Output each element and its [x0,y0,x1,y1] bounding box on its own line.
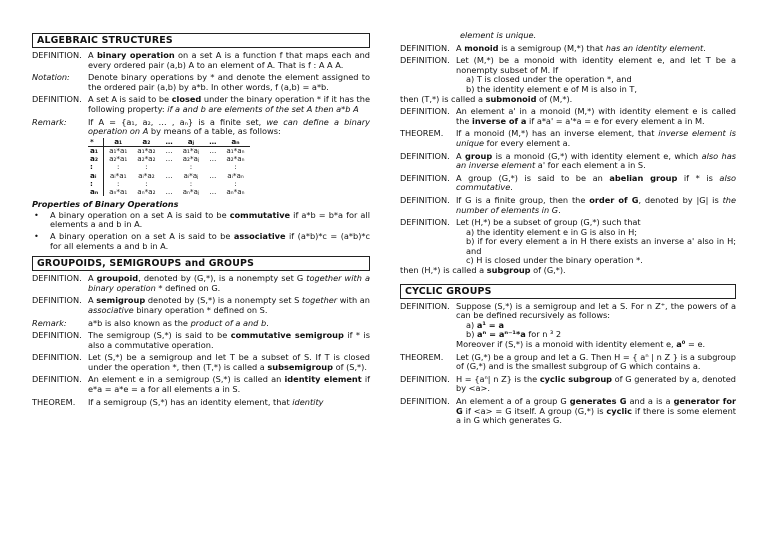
property-commutative: • A binary operation on a set A is said to be commutative if a*b = b*a for all elements a and b in A. [34,209,371,230]
table-row: : : : : : [90,178,237,188]
definition-powers: DEFINITION. Suppose (S,*) is a semigroup and let a S. For n Z⁺, the powers of a can be defined recursively as follows: a) a¹ = a b) aⁿ = aⁿ⁻¹*a for n ³ 2 Moreover if (S,*) is a monoid with identity element e, a⁰ = e. [400,300,736,350]
defined-term: binary operation [96,50,175,60]
term-label: DEFINITION. [32,374,82,385]
term-label: THEOREM. [400,128,444,139]
table-header-cell: aₙ [221,138,249,147]
term-label: DEFINITION. [400,172,450,183]
term-label: THEOREM. [32,396,76,407]
term-label: DEFINITION. [32,352,82,363]
term-label: DEFINITION. [400,300,450,311]
table-header-cell: a₂ [132,138,160,147]
section-header-groupoids: GROUPOIDS, SEMIGROUPS and GROUPS [32,256,370,271]
term-label: Remark: [32,317,67,328]
operation-table [88,138,250,196]
list-item: a) a¹ = a [466,319,505,330]
term-label: DEFINITION. [400,42,450,53]
theorem-cyclic-subgroup: THEOREM. Let (G,*) be a group and let a G. Then H = { aⁿ | n Z } is a subgroup of (G,*) and is the smallest subgroup of G which contains a. [400,351,736,372]
list-item: b) if for every element a in H there exists an inverse a' also in H; and [466,236,736,256]
list-item: a) T is closed under the operation *, and [466,74,632,85]
section-header-cyclic-groups: CYCLIC GROUPS [400,284,736,299]
table-row: : : : : : [90,162,237,172]
notation-entry: Notation: Denote binary operations by * and denote the element assigned to the ordered pair (a,b) by a*b. In other words, f (a,b) = a*b. [32,72,370,92]
table-header-cell: … [204,138,221,147]
definition-binary-operation: DEFINITION. A binary operation on a set A is a function f that maps each and every ordered pair (a,b) A to an element of A. That is f : A A A. [32,50,370,70]
definition-monoid: DEFINITION. A monoid is a semigroup (M,*) that has an identity element. [400,42,706,53]
table-row: aₙ aₙ*a₁ aₙ*a₂ … aₙ*aⱼ … aₙ*aₙ [90,186,245,196]
table-header-cell: a₁ [104,138,133,147]
table-row: aᵢ aᵢ*a₁ aᵢ*a₂ … aᵢ*aⱼ … aᵢ*aₙ [90,170,244,180]
bullet-icon: • [34,230,39,241]
continued-text: element is unique. [460,30,537,40]
term-label: THEOREM. [400,351,444,362]
definition-order: DEFINITION. If G is a finite group, then the order of G, denoted by |G| is the number of elements in G. [400,194,736,215]
table-header-cell: aⱼ [178,138,205,147]
definition-submonoid: DEFINITION. Let (M,*) be a monoid with identity element e, and let T be a nonempty subset of M. If a) T is closed under the operation *, and b) the identity element e of M is also in T, [400,55,736,94]
table-header-cell: * [88,138,104,147]
term-label: DEFINITION. [400,55,450,66]
property-associative: • A binary operation on a set A is said to be associative if (a*b)*c = (a*b)*c for all elements a and b in A. [34,230,370,251]
term-label: DEFINITION. [400,194,450,205]
term-label: DEFINITION. [32,273,82,284]
term-label: DEFINITION. [32,330,82,341]
right-column [400,30,736,429]
term-label: Remark: [32,116,67,127]
term-label: DEFINITION. [400,217,450,228]
submonoid-conclusion: then (T,*) is called a submonoid of (M,*). [400,93,573,104]
remark-product: Remark: a*b is also known as the product of a and b. [32,317,269,328]
term-label: DEFINITION. [32,295,82,306]
subgroup-conclusion: then (H,*) is called a subgroup of (G,*). [400,265,566,276]
definition-generator: DEFINITION. An element a of a group G generates G and a is a generator for G if <a> = G itself. A group (G,*) is cyclic if there is some element a in G which generates G. [400,396,736,426]
term-label: DEFINITION. [400,150,450,161]
definition-semigroup: DEFINITION. A semigroup denoted by (S,*) is a nonempty set S together with an associative binary operation * defined on S. [32,295,370,315]
table-row: a₁ a₁*a₁ a₁*a₂ … a₁*aⱼ … a₁*aₙ [90,145,245,155]
term-label: DEFINITION. [32,94,82,105]
definition-subgroup: DEFINITION. Let (H,*) be a subset of group (G,*) such that a) the identity element e in G is also in H; b) if for every element a in H there exists an inverse a' also in H; and c) H is closed under the binary operation *. [400,217,736,266]
list-item: b) the identity element e of M is also in T, [466,83,638,94]
definition-commutative-semigroup: DEFINITION. The semigroup (S,*) is said to be commutative semigroup if * is also a commutative operation. [32,330,371,350]
definition-abelian-group: DEFINITION. A group (G,*) is said to be an abelian group if * is also commutative. [400,172,736,193]
defined-term: closed [171,94,202,105]
definition-groupoid: DEFINITION. A groupoid, denoted by (G,*), is a nonempty set G together with a binary operation * defined on G. [32,273,370,293]
definition-subsemigroup: DEFINITION. Let (S,*) be a semigroup and let T be a subset of S. If T is closed under the operation *, then (T,*) is called a subsemigroup of (S,*). [32,352,370,372]
term-label: Notation: [32,72,70,83]
list-item: a) the identity element e in G is also in H; [466,226,638,237]
list-item: b) aⁿ = aⁿ⁻¹*a for n ³ 2 [466,329,562,340]
bullet-icon: • [34,209,39,220]
table-row: a₂ a₂*a₁ a₂*a₂ … a₂*aⱼ … a₂*aₙ [90,154,245,164]
section-header-algebraic-structures: ALGEBRAIC STRUCTURES [32,33,370,48]
left-column [32,33,370,410]
term-label: DEFINITION. [400,373,450,384]
term-label: DEFINITION. [400,106,450,117]
properties-title: Properties of Binary Operations [32,199,179,210]
definition-identity-element: DEFINITION. An element e in a semigroup (S,*) is called an identity element if e*a = a*e = a for all elements a in S. [32,374,370,395]
remark-table: Remark: If A = {a₁, a₂, … , aₙ} is a finite set, we can define a binary operation on A by means of a table, as follows: * a₁ a₂ … aⱼ … aₙ a₁ a₁*a₁ a₁*a₂ … a₁*aⱼ … a₁*aₙ a₂ a₂*a₁ a₂*a₂ … a₂*aⱼ … a₂*aₙ : : : : : aᵢ aᵢ*a₁ aᵢ*a₂ … aᵢ*aⱼ … aᵢ*aₙ : : : : : aₙ aₙ*a₁ aₙ*a₂ … aₙ*aⱼ … aₙ*aₙ [32,118,370,199]
definition-cyclic-subgroup: DEFINITION. H = {aⁿ| n Z} is the cyclic subgroup of G generated by a, denoted by <a>. [400,373,736,394]
term-label: DEFINITION. [400,396,450,406]
definition-group: DEFINITION. A group is a monoid (G,*) with identity element e, which also has an inverse element a' for each element a in S. [400,150,736,171]
definition-closed: DEFINITION. A set A is said to be closed under the binary operation * if it has the following property: if a and b are elements of the set A then a*b A [32,94,370,114]
table-header-cell: … [160,138,177,147]
theorem-identity-unique: THEOREM. If a semigroup (S,*) has an identity element, that identity [32,396,324,407]
theorem-inverse-unique: THEOREM. If a monoid (M,*) has an inverse element, that inverse element is unique for every element a. [400,128,736,148]
list-item: c) H is closed under the binary operation *. [466,255,643,266]
term-label: DEFINITION. [32,50,82,60]
definition-inverse: DEFINITION. An element a' in a monoid (M,*) with identity element e is called the inverse of a if a*a' = a'*a = e for every element a in M. [400,106,736,126]
